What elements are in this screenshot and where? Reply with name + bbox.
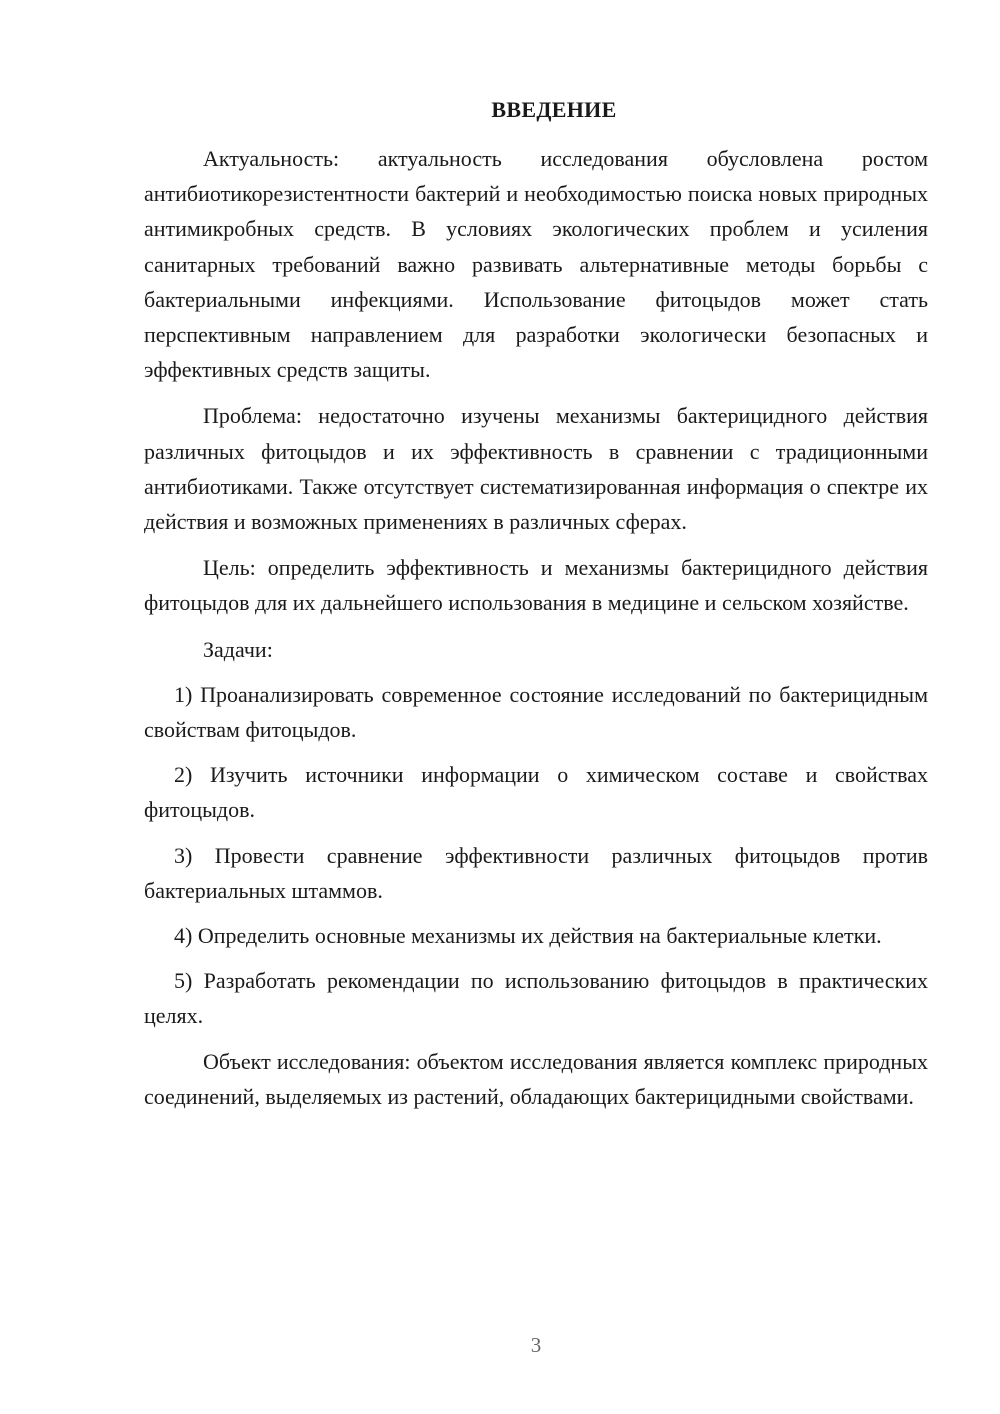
task-item-1: 1) Проанализировать современное состояние исследований по бактерицидным свойствам фитоцыдов. (144, 681, 928, 743)
task-item-4: 4) Определить основные механизмы их действия на бактериальные клетки. (174, 923, 882, 949)
task-item-5: 5) Разработать рекомендации по использованию фитоцыдов в практических целях. (144, 968, 928, 1029)
goal-paragraph: Цель: определить эффективность и механизмы бактерицидного действия фитоцыдов для их дальнейшего использования в медицине и сельском хозяйстве. (144, 555, 928, 616)
document-page (144, 92, 928, 1125)
task-item-2: 2) Изучить источники информации о химическом составе и свойствах фитоцыдов. (144, 762, 928, 823)
section-title: ВВЕДЕНИЕ (491, 97, 617, 122)
page-number: 3 (530, 1333, 542, 1357)
tasks-label: Задачи: (203, 636, 273, 662)
problem-paragraph: Проблема: недостаточно изучены механизмы бактерицидного действия различных фитоцыдов и их эффективность в сравнении с традиционными антибиотиками. Также отсутствует систематизированная информация о спектре их действия и возможных применениях в различных сферах. (144, 403, 928, 535)
task-item-3: 3) Провести сравнение эффективности различных фитоцыдов против бактериальных штаммов. (144, 842, 928, 903)
relevance-paragraph: Актуальность: актуальность исследования обусловлена ростом антибиотикорезистентности бактерий и необходимостью поиска новых природных антимикробных средств. В условиях экологических проблем и усиления санитарных требований важно развивать альтернативные методы борьбы с бактериальными инфекциями. Использование фитоцыдов может стать перспективным направлением для разработки экологически безопасных и эффективных средств защиты. (144, 146, 928, 383)
object-paragraph: Объект исследования: объектом исследования является комплекс природных соединений, выделяемых из растений, обладающих бактерицидными свойствами. (144, 1048, 928, 1109)
